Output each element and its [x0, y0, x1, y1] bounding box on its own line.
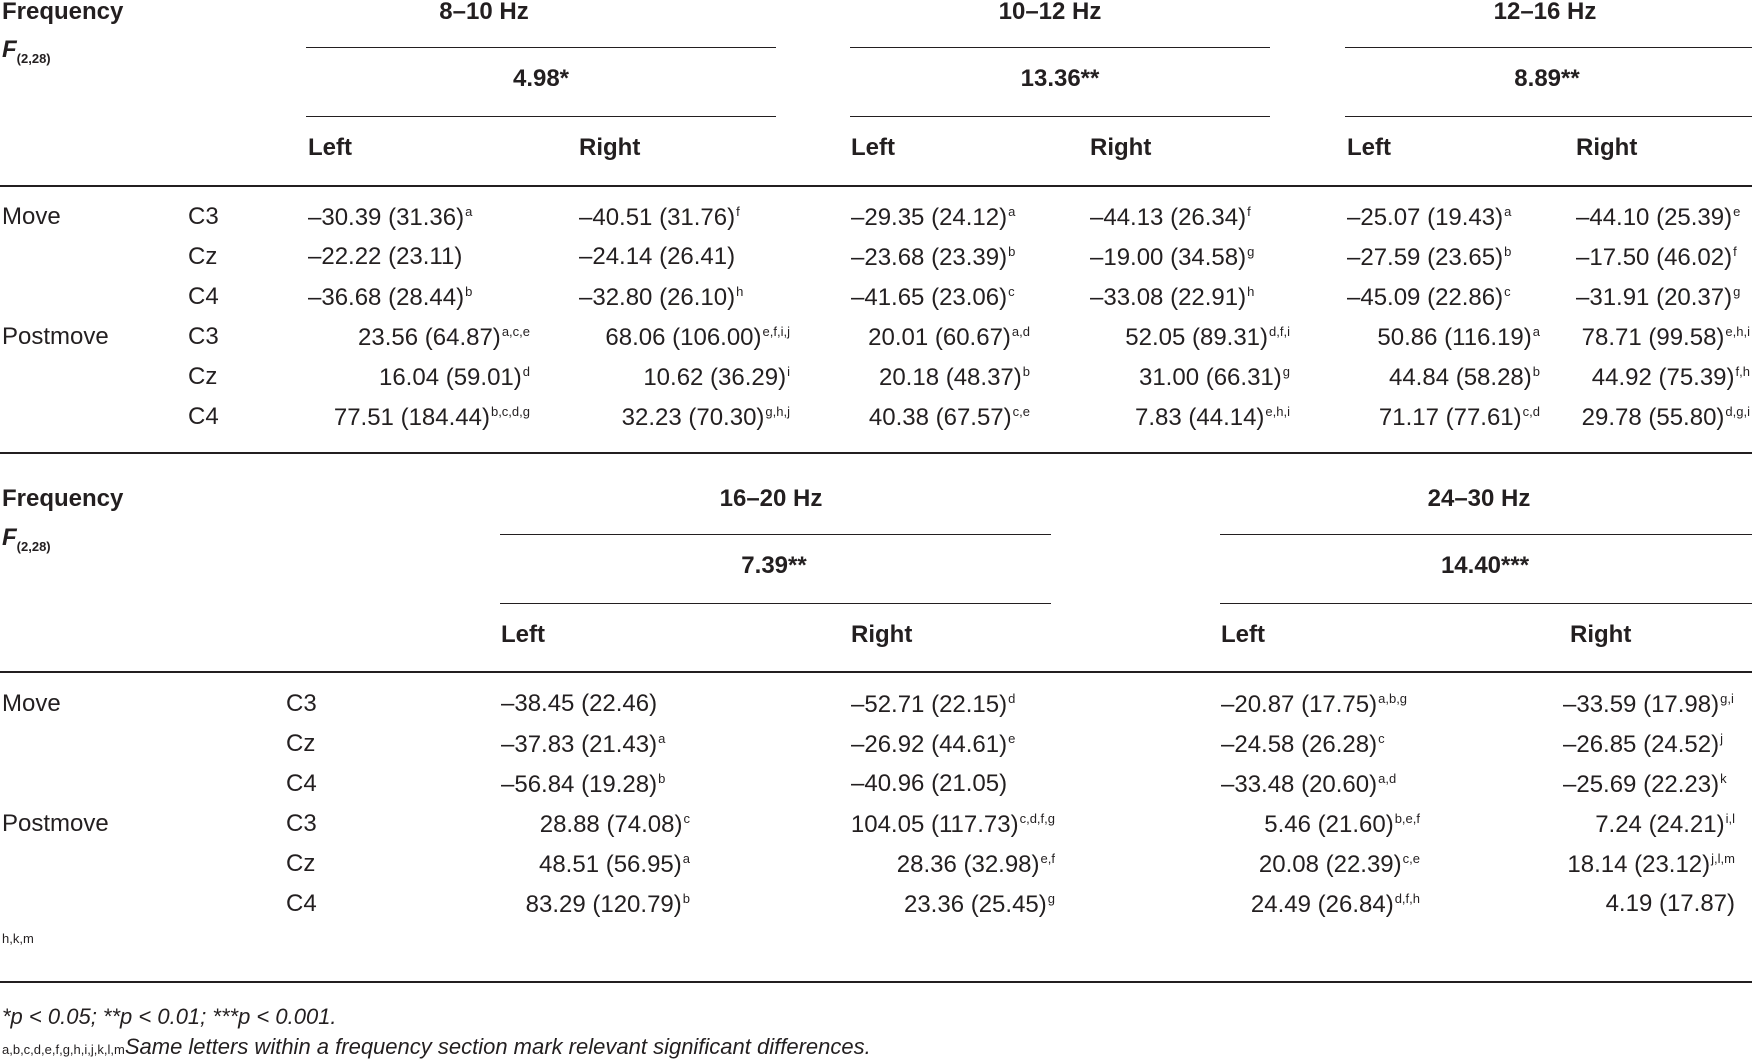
row-electrode-label: C4 — [188, 283, 219, 310]
cell-value: –23.68 (23.39) — [851, 244, 1008, 271]
table-cell — [1576, 285, 1740, 310]
table-cell — [308, 205, 472, 230]
table1-f-underline — [306, 116, 776, 117]
cell-superscript: a — [1504, 204, 1512, 219]
cell-superscript: d — [1008, 691, 1016, 706]
row-electrode-label: C3 — [286, 690, 317, 717]
cell-superscript: b,e,f — [1394, 811, 1420, 826]
cell-value: –33.48 (20.60) — [1221, 771, 1378, 798]
table2-header-rule — [0, 671, 1752, 673]
row-electrode-label: C3 — [188, 203, 219, 230]
table-cell — [1563, 692, 1734, 717]
cell-value: –38.45 (22.46) — [501, 690, 658, 717]
table-cell — [1221, 772, 1396, 797]
table2-f-value: 7.39** — [741, 552, 807, 579]
cell-value: 31.00 (66.31) — [1138, 364, 1282, 391]
table-cell — [334, 405, 530, 430]
row-electrode-label: C3 — [188, 323, 219, 350]
table-bottom-rule — [0, 981, 1752, 983]
cell-superscript: g — [1247, 244, 1255, 259]
table-cell — [1389, 365, 1540, 390]
row-phase-label: Postmove — [2, 323, 109, 350]
table-cell — [540, 812, 690, 837]
table2-band-underline — [1220, 534, 1752, 535]
table-cell — [851, 692, 1015, 717]
table1-f-underline — [1345, 116, 1752, 117]
table1-side-header: Right — [1576, 134, 1638, 161]
table-cell — [1221, 732, 1385, 757]
table-cell — [869, 405, 1030, 430]
cell-superscript: e,f — [1040, 851, 1055, 866]
table1-f-label: $F_{(2,28)}$ — [2, 36, 51, 66]
table-cell — [1606, 892, 1735, 916]
table-cell — [1576, 205, 1740, 230]
table-cell — [501, 772, 665, 797]
cell-superscript: d,g,i — [1725, 404, 1750, 419]
cell-value: –17.50 (46.02) — [1576, 244, 1733, 271]
cell-superscript: i,l — [1725, 811, 1735, 826]
table-cell — [904, 892, 1055, 917]
table-cell — [1125, 325, 1290, 350]
cell-superscript: e,h,i — [1265, 404, 1290, 419]
cell-superscript: d — [522, 364, 530, 379]
row-electrode-label: C4 — [286, 770, 317, 797]
table1-side-header: Left — [851, 134, 895, 161]
cell-superscript: b — [465, 284, 473, 299]
cell-value: –32.80 (26.10) — [579, 284, 736, 311]
row-electrode-label: C3 — [286, 810, 317, 837]
table-cell — [851, 205, 1015, 230]
cell-value: –27.59 (23.65) — [1347, 244, 1504, 271]
cell-superscript: e — [1008, 731, 1016, 746]
cell-value: 71.17 (77.61) — [1378, 404, 1522, 431]
cell-value: –30.39 (31.36) — [308, 204, 465, 231]
table-cell — [308, 245, 462, 269]
cell-value: 28.88 (74.08) — [539, 811, 683, 838]
table2-side-header: Left — [501, 621, 545, 648]
cell-superscript: a — [1532, 324, 1540, 339]
cell-superscript: f — [1733, 244, 1737, 259]
cell-superscript: c,d — [1522, 404, 1540, 419]
cell-superscript: f — [736, 204, 740, 219]
table-cell — [643, 365, 790, 390]
row-phase-label: Postmove — [2, 810, 109, 837]
cell-value: –22.22 (23.11) — [308, 243, 463, 270]
table-cell — [1090, 245, 1254, 270]
cell-superscript: b — [658, 771, 666, 786]
table-cell — [1563, 732, 1723, 757]
cell-value: 29.78 (55.80) — [1581, 404, 1725, 431]
table-cell — [1563, 772, 1727, 797]
cell-superscript: g,i — [1720, 691, 1734, 706]
cell-value: 83.29 (120.79) — [525, 891, 682, 918]
cell-value: –24.58 (26.28) — [1221, 731, 1378, 758]
cell-superscript: g — [1282, 364, 1290, 379]
table-cell — [1582, 325, 1750, 350]
cell-value: 18.14 (23.12) — [1567, 851, 1711, 878]
cell-value: –45.09 (22.86) — [1347, 284, 1504, 311]
table-cell — [308, 285, 472, 310]
row-electrode-label: Cz — [188, 363, 218, 390]
table-cell — [579, 205, 740, 230]
cell-superscript: a,c,e — [501, 324, 530, 339]
table-cell — [501, 732, 665, 757]
table-cell — [1135, 405, 1290, 430]
table1-side-header: Right — [579, 134, 641, 161]
cell-superscript: c,e — [1012, 404, 1030, 419]
cell-value: 20.08 (22.39) — [1258, 851, 1402, 878]
cell-superscript: b,c,d,g — [490, 404, 530, 419]
table-cell — [1139, 365, 1290, 390]
cell-value: 104.05 (117.73) — [850, 811, 1019, 838]
table1-band-header: 12–16 Hz — [1493, 0, 1597, 25]
cell-superscript: b — [1008, 244, 1016, 259]
table-cell — [1567, 852, 1735, 877]
row-electrode-label: Cz — [286, 850, 316, 877]
cell-value: 10.62 (36.29) — [643, 364, 787, 391]
cell-value: –25.69 (22.23) — [1563, 771, 1720, 798]
cell-value: 7.24 (24.21) — [1595, 811, 1725, 838]
cell-value: 44.92 (75.39) — [1591, 364, 1735, 391]
table-cell — [897, 852, 1055, 877]
cell-superscript: e,h,i — [1725, 324, 1750, 339]
table-cell — [851, 285, 1015, 310]
table-cell — [1221, 692, 1407, 717]
table1-f-value: 4.98* — [512, 65, 570, 92]
table1-band-header: 10–12 Hz — [998, 0, 1102, 25]
table-cell — [1347, 205, 1511, 230]
footnote-letters-superscript: a,b,c,d,e,f,g,h,i,j,k,l,m — [2, 1042, 125, 1057]
cell-superscript: a — [658, 731, 666, 746]
cell-value: 20.01 (60.67) — [868, 324, 1011, 351]
table1-band-underline — [306, 47, 776, 48]
cell-value: 4.19 (17.87) — [1605, 890, 1735, 917]
cell-value: 5.46 (21.60) — [1264, 811, 1394, 838]
cell-superscript: c,e — [1402, 851, 1420, 866]
cell-superscript: j — [1720, 731, 1724, 746]
cell-superscript: a — [465, 204, 473, 219]
row-phase-label: Move — [2, 203, 61, 230]
table-cell — [1576, 245, 1737, 270]
cell-value: 50.86 (116.19) — [1377, 324, 1532, 351]
cell-superscript: d,f,h — [1394, 891, 1420, 906]
row-electrode-label: C4 — [286, 890, 317, 917]
cell-superscript: g — [1733, 284, 1741, 299]
table1-band-underline — [850, 47, 1270, 48]
cell-value: –24.14 (26.41) — [579, 243, 736, 270]
cell-value: –41.65 (23.06) — [851, 284, 1008, 311]
table1-f-underline — [850, 116, 1270, 117]
cell-superscript: a,b,g — [1378, 691, 1408, 706]
cell-superscript: c — [1504, 284, 1511, 299]
cell-value: –52.71 (22.15) — [851, 691, 1008, 718]
table-cell — [579, 245, 735, 269]
cell-value: 52.05 (89.31) — [1125, 324, 1269, 351]
cell-value: –33.08 (22.91) — [1090, 284, 1247, 311]
table1-frequency-label: Frequency — [2, 0, 124, 25]
table-cell — [1259, 852, 1420, 877]
cell-superscript: i — [787, 364, 790, 379]
cell-superscript: c — [683, 811, 690, 826]
cell-superscript: h — [1247, 284, 1255, 299]
table-cell — [851, 245, 1015, 270]
table-cell — [879, 365, 1030, 390]
cell-superscript: b — [682, 891, 690, 906]
cell-value: 24.49 (26.84) — [1250, 891, 1394, 918]
table-cell — [622, 405, 790, 430]
table-cell — [851, 812, 1055, 837]
cell-value: –33.59 (17.98) — [1563, 691, 1720, 718]
table2-f-label: $F_{(2,28)}$ — [2, 524, 51, 554]
cell-value: 77.51 (184.44) — [333, 404, 490, 431]
table1-band-underline — [1345, 47, 1752, 48]
cell-value: 23.36 (25.45) — [903, 891, 1047, 918]
table2-side-header: Right — [851, 621, 913, 648]
cell-value: –36.68 (28.44) — [308, 284, 465, 311]
table-cell — [379, 365, 530, 390]
table2-stray-superscript: h,k,m — [2, 931, 34, 946]
cell-value: –20.87 (17.75) — [1221, 691, 1378, 718]
table1-f-value: 13.36** — [1020, 65, 1100, 92]
table-cell — [1090, 205, 1251, 230]
table2-band-header: 24–30 Hz — [1427, 485, 1531, 512]
cell-superscript: f — [1247, 204, 1251, 219]
cell-value: 68.06 (106.00) — [605, 324, 762, 351]
cell-value: –19.00 (34.58) — [1090, 244, 1247, 271]
table2-frequency-label: Frequency — [2, 485, 124, 512]
cell-superscript: d,f,i — [1269, 324, 1290, 339]
cell-value: 20.18 (48.37) — [878, 364, 1022, 391]
table-cell — [539, 852, 690, 877]
table-cell — [1379, 405, 1540, 430]
cell-superscript: g — [1047, 891, 1055, 906]
cell-value: –31.91 (20.37) — [1576, 284, 1733, 311]
cell-superscript: e — [1733, 204, 1741, 219]
table-cell — [1592, 365, 1750, 390]
table-cell — [851, 732, 1015, 757]
cell-value: –40.96 (21.05) — [851, 770, 1008, 797]
row-electrode-label: Cz — [188, 243, 218, 270]
table1-side-header: Right — [1090, 134, 1152, 161]
cell-value: 48.51 (56.95) — [538, 851, 682, 878]
table2-f-underline — [1220, 603, 1752, 604]
cell-superscript: b — [1504, 244, 1512, 259]
table2-side-header: Right — [1570, 621, 1632, 648]
cell-value: 32.23 (70.30) — [621, 404, 765, 431]
row-electrode-label: C4 — [188, 403, 219, 430]
cell-superscript: b — [1532, 364, 1540, 379]
cell-value: –26.85 (24.52) — [1563, 731, 1720, 758]
footnote-letters-text: Same letters within a frequency section mark relevant significant differences. — [124, 1034, 871, 1059]
cell-value: –37.83 (21.43) — [501, 731, 658, 758]
row-phase-label: Move — [2, 690, 61, 717]
table1-side-header: Left — [1347, 134, 1391, 161]
cell-value: –56.84 (19.28) — [501, 771, 658, 798]
cell-superscript: c,d,f,g — [1019, 811, 1055, 826]
cell-superscript: h — [736, 284, 744, 299]
cell-superscript: a — [1008, 204, 1016, 219]
table2-side-header: Left — [1221, 621, 1265, 648]
table1-f-value: 8.89** — [1514, 65, 1580, 92]
table2-f-value: 14.40*** — [1440, 552, 1530, 579]
cell-superscript: e,f,i,j — [762, 324, 790, 339]
cell-superscript: j,l,m — [1711, 851, 1735, 866]
cell-superscript: a,d — [1378, 771, 1397, 786]
cell-superscript: g,h,j — [765, 404, 790, 419]
table2-band-header: 16–20 Hz — [719, 485, 823, 512]
table-divider-rule — [0, 452, 1752, 454]
cell-value: –26.92 (44.61) — [851, 731, 1008, 758]
table-cell — [1582, 405, 1750, 430]
row-electrode-label: Cz — [286, 730, 316, 757]
cell-superscript: c — [1378, 731, 1385, 746]
cell-superscript: b — [1022, 364, 1030, 379]
table-cell — [1251, 892, 1420, 917]
cell-superscript: c — [1008, 284, 1015, 299]
table-cell — [1595, 812, 1735, 837]
table-cell — [851, 772, 1007, 796]
cell-value: 40.38 (67.57) — [868, 404, 1012, 431]
table-cell — [1090, 285, 1254, 310]
table-cell — [1347, 245, 1511, 270]
cell-value: –40.51 (31.76) — [579, 204, 736, 231]
cell-value: –29.35 (24.12) — [851, 204, 1008, 231]
table-cell — [579, 285, 743, 310]
cell-superscript: f,h — [1735, 364, 1750, 379]
cell-value: 44.84 (58.28) — [1388, 364, 1532, 391]
cell-value: 7.83 (44.14) — [1135, 404, 1265, 431]
table2-band-underline — [500, 534, 1051, 535]
cell-value: 16.04 (59.01) — [378, 364, 522, 391]
footnote-significance: *p < 0.05; **p < 0.01; ***p < 0.001. — [2, 1004, 337, 1029]
cell-value: 23.56 (64.87) — [358, 324, 501, 351]
cell-value: –44.10 (25.39) — [1576, 204, 1733, 231]
footnote-letters — [2, 1036, 871, 1058]
cell-superscript: a — [682, 851, 690, 866]
cell-value: –44.13 (26.34) — [1090, 204, 1247, 231]
table-cell — [868, 325, 1030, 350]
table2-f-underline — [500, 603, 1051, 604]
table-cell — [501, 692, 657, 716]
cell-superscript: k — [1720, 771, 1727, 786]
table1-header-rule — [0, 185, 1752, 187]
table-cell — [1377, 325, 1540, 350]
table-cell — [1347, 285, 1511, 310]
table-cell — [526, 892, 690, 917]
table-cell — [605, 325, 790, 350]
table1-band-header: 8–10 Hz — [439, 0, 529, 25]
table-cell — [358, 325, 530, 350]
cell-value: –25.07 (19.43) — [1347, 204, 1504, 231]
cell-superscript: a,d — [1011, 324, 1030, 339]
table-cell — [1264, 812, 1420, 837]
table1-side-header: Left — [308, 134, 352, 161]
cell-value: 28.36 (32.98) — [896, 851, 1040, 878]
cell-value: 78.71 (99.58) — [1581, 324, 1725, 351]
